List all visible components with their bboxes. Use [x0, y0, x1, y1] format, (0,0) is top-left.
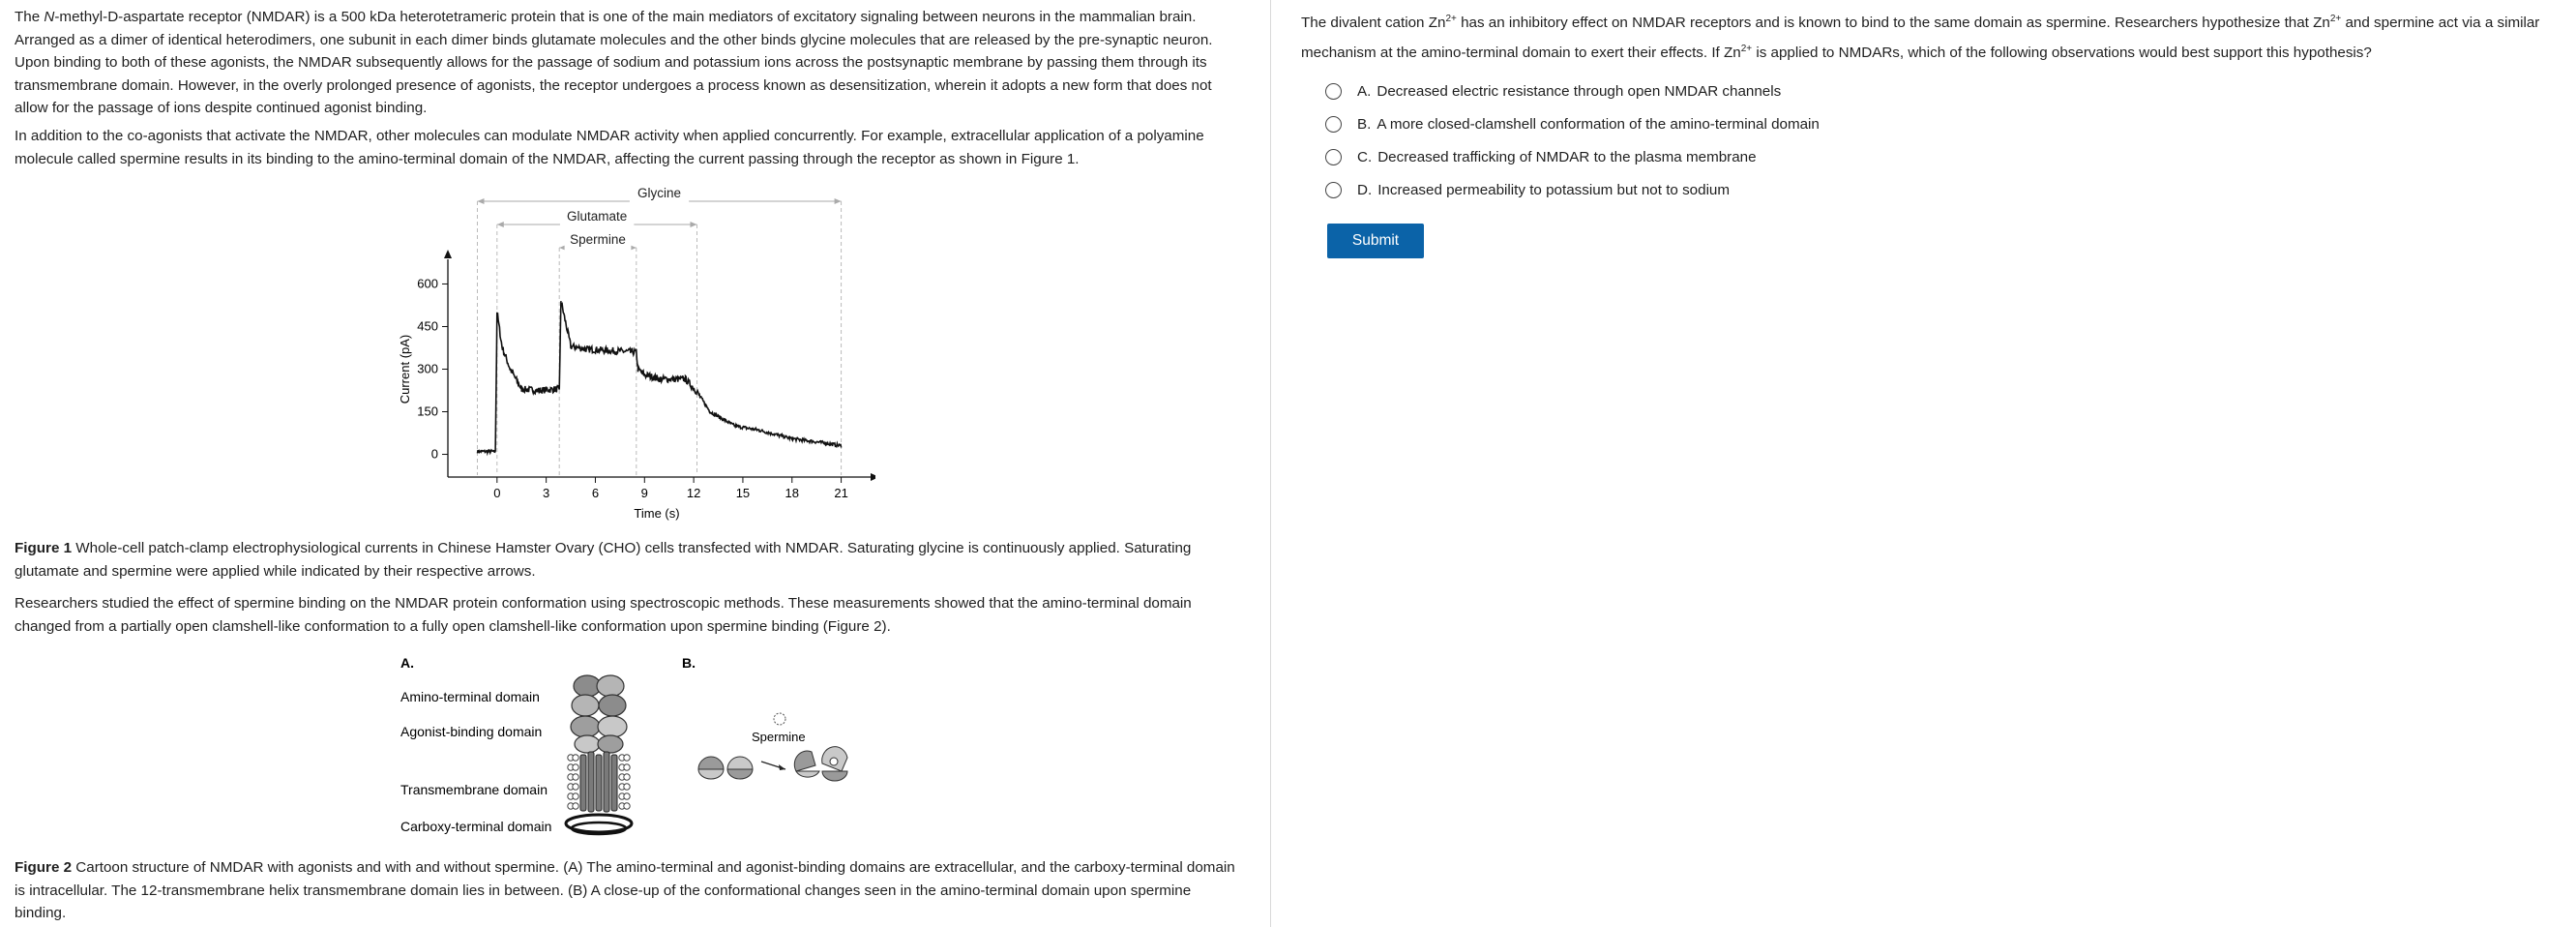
annotation-label-glutamate: Glutamate: [567, 209, 628, 224]
choice-b-text: [1357, 116, 1820, 133]
stem-part: is applied to NMDARs, which of the following observations would best support this hypothesis?: [1752, 45, 2372, 62]
y-axis-arrow-icon: [444, 250, 452, 258]
x-tick-label: 15: [735, 486, 751, 500]
lipid-head: [624, 755, 630, 761]
figure-1-caption-text: Whole-cell patch-clamp electrophysiological currents in Chinese Hamster Ovary (CHO) cells transfected with NMDAR. Saturating glycine is continuously applied. Saturating glutamate and spermine were applied while indicated by their respective arrows.: [15, 540, 1192, 580]
arrowhead-icon: [835, 198, 842, 204]
choice-label: Decreased electric resistance through open NMDAR channels: [1377, 82, 1782, 100]
nmdar-cartoon: [566, 675, 632, 834]
choice-letter: C.: [1357, 148, 1373, 165]
choice-label: Decreased trafficking of NMDAR to the plasma membrane: [1377, 148, 1757, 165]
figure-2-cartoon: [387, 643, 890, 842]
choice-b[interactable]: [1325, 110, 1906, 137]
choice-a[interactable]: [1325, 77, 1906, 105]
lipid-head: [573, 774, 578, 780]
y-tick-label: 150: [417, 404, 438, 419]
y-tick-label: 450: [417, 318, 438, 334]
spermine-molecule-icon: [774, 713, 785, 725]
arrowhead-icon: [477, 198, 484, 204]
choice-label: A more closed-clamshell conformation of the amino-terminal domain: [1377, 115, 1820, 133]
spermine-label: Spermine: [752, 730, 806, 744]
superscript-charge: 2+: [1445, 14, 1457, 24]
x-tick-label: 0: [493, 486, 501, 500]
superscript-charge: 2+: [2329, 14, 2342, 24]
current-trace: [478, 301, 842, 453]
lipid-head: [573, 784, 578, 790]
para1-rest: -methyl-D-aspartate receptor (NMDAR) is a 500 kDa heterotetrameric protein that is one of the main mediators of excitatory signaling between neurons in the mammalian brain. Arranged as a dimer of identical heterodimers, one subunit in each dimer binds glutamate molecules and the other binds glycine molecules that are released by the pre-synaptic neuron. Upon binding to both of these agonists, the NMDAR subsequently allows for the passage of sodium and potassium ions across the postsynaptic membrane by passing them through its transmembrane domain. However, in the overly prolonged presence of agonists, the receptor undergoes a process known as desensitization, wherein it adopts a new form that does not allow for the passage of ions despite continued agonist binding.: [15, 9, 1213, 116]
choice-d-text: [1357, 182, 1730, 198]
choice-letter: B.: [1357, 115, 1372, 133]
stem-part: has an inhibitory effect on NMDAR receptors and is known to bind to the same domain as spermine. Researchers hypothesize that Zn: [1456, 15, 2330, 32]
lipid-head: [573, 803, 578, 809]
panel-a-label: A.: [400, 655, 414, 671]
lipid-head: [624, 774, 630, 780]
lipid-head: [573, 793, 578, 799]
transmembrane-label: Transmembrane domain: [400, 782, 548, 797]
lipid-head: [573, 764, 578, 770]
amino-terminal-label: Amino-terminal domain: [400, 689, 540, 704]
x-tick-label: 18: [785, 486, 799, 500]
y-tick-label: 0: [430, 446, 438, 462]
figure-1-label: Figure 1: [15, 540, 73, 556]
arrowhead-icon: [691, 222, 697, 227]
lipid-head: [624, 784, 630, 790]
choice-c[interactable]: [1325, 143, 1906, 170]
lipid-head: [624, 793, 630, 799]
figure-1-caption: [15, 537, 1243, 583]
figure-2-label: Figure 2: [15, 859, 73, 876]
clamshell-close-up: [698, 713, 847, 781]
annotation-label-glycine: Glycine: [637, 186, 682, 200]
agonist-binding-label: Agonist-binding domain: [400, 724, 543, 739]
radio-button-icon[interactable]: [1325, 149, 1342, 165]
question-stem: [1301, 6, 2568, 66]
x-axis-title: Time (s): [634, 506, 680, 521]
passage-paragraph-3: Researchers studied the effect of spermine binding on the NMDAR protein conformation using spectroscopic methods. These measurements showed that the amino-terminal domain changed from a partially open clamshell-like conformation to a fully open clamshell-like conformation upon spermine binding (Figure 2).: [15, 595, 1192, 635]
choice-letter: A.: [1357, 82, 1372, 100]
radio-button-icon[interactable]: [1325, 83, 1342, 100]
arrow-icon: [779, 764, 785, 770]
stem-part: and spermine act via a similar mechanism at the amino-terminal domain to exert their effects. If Zn: [1301, 15, 2540, 62]
choice-label: Increased permeability to potassium but not to sodium: [1377, 181, 1731, 198]
annotation-label-spermine: Spermine: [570, 232, 626, 247]
carboxy-terminal-label: Carboxy-terminal domain: [400, 819, 552, 834]
choice-a-text: [1357, 83, 1781, 100]
y-tick-label: 300: [417, 361, 438, 376]
passage-paragraph-1: [15, 6, 1243, 120]
lipid-head: [573, 755, 578, 761]
figure-1-chart: [392, 182, 875, 525]
radio-button-icon[interactable]: [1325, 182, 1342, 198]
passage-panel: [0, 0, 1271, 927]
para1-italic: N: [44, 9, 55, 25]
lipid-head: [624, 764, 630, 770]
chart-annotations: [477, 186, 841, 475]
figure-2-caption: [15, 856, 1243, 925]
lipid-head: [624, 803, 630, 809]
y-axis-title: Current (pA): [398, 334, 412, 404]
superscript-charge: 2+: [1740, 44, 1753, 55]
x-tick-label: 9: [640, 486, 648, 500]
x-tick-label: 3: [543, 486, 550, 500]
x-axis-arrow-icon: [871, 473, 875, 481]
radio-button-icon[interactable]: [1325, 116, 1342, 133]
panel-b-label: B.: [682, 655, 696, 671]
choice-d[interactable]: [1325, 176, 1906, 203]
stem-part: The divalent cation Zn: [1301, 15, 1446, 32]
x-tick-label: 6: [591, 486, 600, 500]
choice-letter: D.: [1357, 181, 1373, 198]
passage-paragraph-2: In addition to the co-agonists that activate the NMDAR, other molecules can modulate NMDAR activity when applied concurrently. For example, extracellular application of a polyamine molecule called spermine results in its binding to the amino-terminal domain of the NMDAR, affecting the current passing through the receptor as shown in Figure 1.: [15, 128, 1204, 167]
para1-intro: The: [15, 9, 44, 25]
choice-c-text: [1357, 149, 1757, 165]
arrowhead-icon: [497, 222, 504, 227]
y-tick-label: 600: [417, 276, 438, 291]
x-tick-label: 21: [834, 486, 848, 500]
figure-2-caption-text: Cartoon structure of NMDAR with agonists and with and without spermine. (A) The amino-terminal and agonist-binding domains are extracellular, and the carboxy-terminal domain is intracellular. The 12-transmembrane helix transmembrane domain lies in between. (B) A close-up of the conformational changes seen in the amino-terminal domain upon spermine binding.: [15, 859, 1235, 921]
submit-button[interactable]: Submit: [1327, 224, 1424, 258]
x-tick-label: 12: [686, 486, 701, 500]
